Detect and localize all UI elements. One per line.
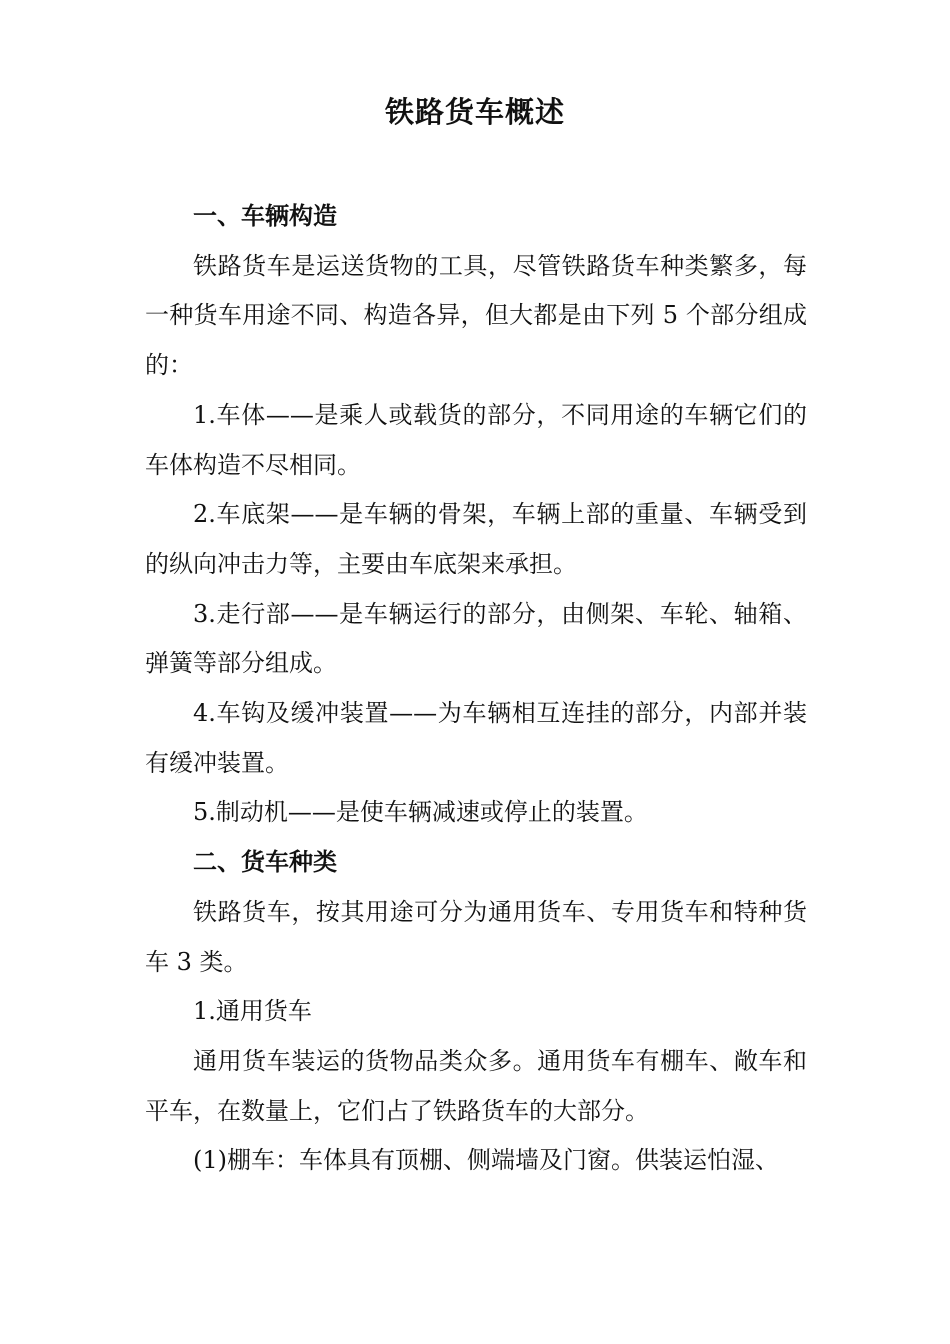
paragraph: 铁路货车，按其用途可分为通用货车、专用货车和特种货车 3 类。 bbox=[145, 897, 807, 976]
paragraph: 通用货车装运的货物品类众多。通用货车有棚车、敞车和平车，在数量上，它们占了铁路货车的大部分。 bbox=[145, 1046, 807, 1125]
document-title: 铁路货车概述 bbox=[384, 95, 565, 129]
section-heading: 一、车辆构造 bbox=[193, 202, 337, 230]
list-item: 5.制动机——是使车辆减速或停止的装置。 bbox=[193, 798, 648, 827]
paragraph: (1)棚车：车体具有顶棚、侧端墙及门窗。供装运怕湿、 bbox=[193, 1146, 779, 1175]
paragraph: 铁路货车是运送货物的工具，尽管铁路货车种类繁多，每一种货车用途不同、构造各异，但大都是由下列 5 个部分组成的： bbox=[145, 251, 807, 380]
document-body bbox=[145, 192, 807, 1186]
subsection-heading: 1.通用货车 bbox=[193, 997, 312, 1026]
list-item: 3.走行部——是车辆运行的部分，由侧架、车轮、轴箱、弹簧等部分组成。 bbox=[145, 599, 807, 678]
list-item: 1.车体——是乘人或载货的部分，不同用途的车辆它们的车体构造不尽相同。 bbox=[145, 400, 807, 479]
list-item: 2.车底架——是车辆的骨架，车辆上部的重量、车辆受到的纵向冲击力等，主要由车底架来承担。 bbox=[145, 500, 807, 578]
section-heading: 二、货车种类 bbox=[193, 848, 337, 877]
list-item: 4.车钩及缓冲装置——为车辆相互连挂的部分，内部并装有缓冲装置。 bbox=[145, 699, 807, 777]
